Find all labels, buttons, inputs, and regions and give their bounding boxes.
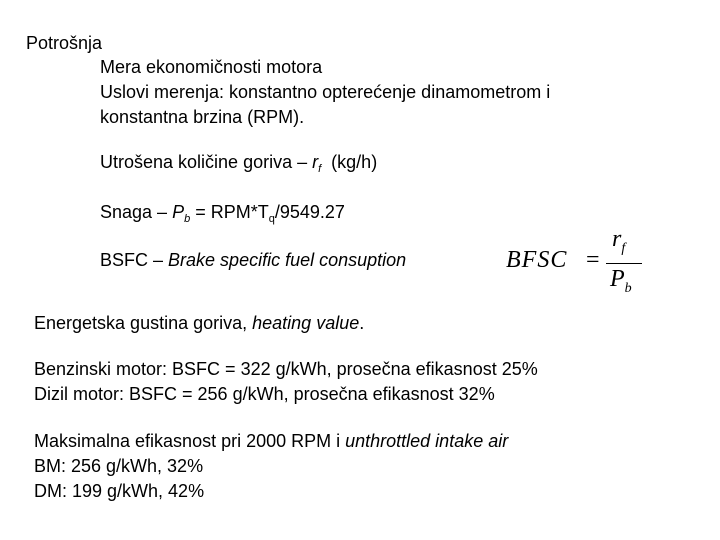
max-efficiency-line: [34, 430, 508, 452]
formula-equals: =: [586, 247, 600, 273]
bsfc-description: Brake specific fuel consuption: [168, 250, 407, 270]
bsfc-label: BSFC –: [100, 250, 169, 270]
subtitle: Mera ekonomičnosti motora: [100, 57, 323, 77]
fuel-consumption-line: [100, 151, 377, 180]
energy-italic: heating value: [252, 313, 360, 333]
fuel-symbol-sub: f: [318, 163, 322, 175]
fraction-bar: [606, 263, 642, 264]
formula-num-sub: f: [621, 241, 626, 256]
power-formula-tail: /9549.27: [274, 202, 345, 222]
power-symbol: P: [172, 202, 185, 222]
fuel-symbol: r: [312, 152, 319, 172]
formula-num-symbol: r: [612, 226, 622, 252]
bsfc-line: [100, 249, 406, 271]
energy-text: Energetska gustina goriva,: [34, 313, 253, 333]
gasoline-bsfc-line: Benzinski motor: BSFC = 322 g/kWh, prosečna efikasnost 25%: [34, 359, 538, 379]
conditions-line-1: Uslovi merenja: konstantno opterećenje dinamometrom i: [100, 82, 551, 102]
formula-denominator: [610, 266, 632, 297]
bsfc-formula: [506, 228, 646, 304]
max-italic: unthrottled intake air: [345, 431, 509, 451]
formula-den-symbol: P: [610, 266, 625, 292]
dm-line: DM: 199 g/kWh, 42%: [34, 481, 205, 501]
power-line: [100, 201, 345, 230]
fuel-unit: (kg/h): [321, 152, 378, 172]
formula-lhs: BFSC: [506, 247, 568, 273]
diesel-bsfc-line: Dizil motor: BSFC = 256 g/kWh, prosečna efikasnost 32%: [34, 384, 495, 404]
bm-line: BM: 256 g/kWh, 32%: [34, 456, 204, 476]
power-symbol-sub: b: [184, 213, 191, 225]
max-text: Maksimalna efikasnost pri 2000 RPM i: [34, 431, 346, 451]
slide-title: Potrošnja: [26, 33, 103, 53]
formula-numerator: [612, 226, 625, 257]
power-formula-sub: q: [268, 213, 275, 225]
conditions-line-2: konstantna brzina (RPM).: [100, 107, 305, 127]
fuel-label: Utrošena količine goriva –: [100, 152, 313, 172]
power-formula: = RPM*T: [190, 202, 269, 222]
energy-density-line: Energetska gustina goriva, heating value.: [34, 313, 365, 333]
formula-den-sub: b: [624, 281, 632, 296]
power-label: Snaga –: [100, 202, 173, 222]
